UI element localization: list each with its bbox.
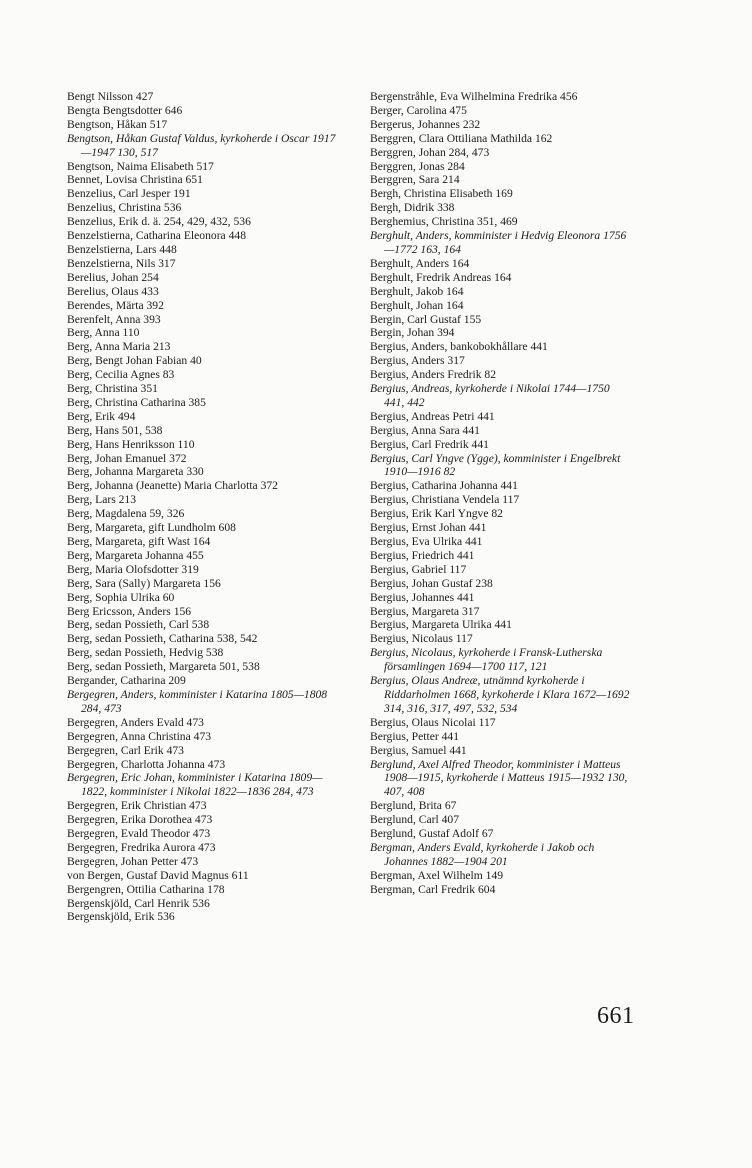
index-entry: von Bergen, Gustaf David Magnus 611: [67, 868, 249, 882]
index-entry: Berggren, Sara 214: [370, 173, 460, 187]
index-entry: Berg, Erik 494: [67, 409, 136, 423]
index-entry: Bengtson, Håkan Gustaf Valdus, kyrkoherde i Oscar 1917—1947 130, 517: [67, 131, 336, 159]
index-entry: Bergius, Andreas, kyrkoherde i Nikolai 1744—1750 441, 442: [370, 382, 610, 409]
index-entry: Berggren, Clara Ottiliana Mathilda 162: [370, 131, 553, 145]
index-entry: Berg, Johanna Margareta 330: [67, 465, 204, 479]
index-entry: Bergman, Axel Wilhelm 149: [370, 868, 504, 882]
index-entry: Berg Ericsson, Anders 156: [67, 604, 192, 618]
index-entry: Bergh, Christina Elisabeth 169: [370, 187, 513, 201]
index-entry: Bergenskjöld, Carl Henrik 536: [67, 896, 210, 910]
index-entry: Bergenstråhle, Eva Wilhelmina Fredrika 456: [370, 90, 578, 103]
index-entry: Berghult, Anders, komminister i Hedvig Eleonora 1756—1772 163, 164: [370, 229, 627, 256]
index-entry: Bergius, Johan Gustaf 238: [370, 576, 493, 590]
index-entry: Bergius, Margareta Ulrika 441: [370, 618, 512, 632]
index-entry: Bennet, Lovisa Christina 651: [67, 173, 203, 187]
index-entry: Bergengren, Ottilia Catharina 178: [67, 882, 225, 896]
index-entry: Bergman, Anders Evald, kyrkoherde i Jakob och Johannes 1882—1904 201: [370, 840, 595, 868]
index-entry: Bergius, Nicolaus 117: [370, 632, 473, 646]
index-entry: Benzelstierna, Nils 317: [67, 256, 176, 270]
index-entry: Berg, Hans Henriksson 110: [67, 437, 195, 451]
index-entry: Bergius, Anders Fredrik 82: [370, 368, 497, 382]
index-entry: Berglund, Gustaf Adolf 67: [370, 827, 494, 841]
index-entry: Bergin, Johan 394: [370, 326, 455, 340]
index-entry: Benzelstierna, Lars 448: [67, 242, 177, 256]
index-entry: Bergius, Eva Ulrika 441: [370, 535, 483, 548]
index-entry: Berg, Christina Catharina 385: [67, 395, 206, 409]
index-entry: Bergegren, Erik Christian 473: [67, 799, 207, 813]
index-entry: Berg, Bengt Johan Fabian 40: [67, 354, 202, 368]
index-entry: Berelius, Olaus 433: [67, 284, 159, 298]
index-entry: Bergegren, Johan Petter 473: [67, 854, 199, 868]
index-entry: Berenfelt, Anna 393: [67, 312, 161, 326]
index-entry: Berggren, Jonas 284: [370, 159, 465, 173]
index-entry: Bergin, Carl Gustaf 155: [370, 312, 482, 326]
index-entry: Bergius, Carl Fredrik 441: [370, 437, 489, 451]
index-entry: Berggren, Johan 284, 473: [370, 145, 490, 159]
index-entry: Berg, Cecilia Agnes 83: [67, 368, 175, 382]
index-entry: Berg, Anna Maria 213: [67, 340, 171, 354]
index-entry: Berg, Johanna (Jeanette) Maria Charlotta 372: [67, 479, 278, 493]
index-entry: Bergius, Nicolaus, kyrkoherde i Fransk-Lutherska församlingen 1694—1700 117, 121: [370, 646, 603, 674]
index-entry: Berghult, Fredrik Andreas 164: [370, 270, 512, 284]
index-entry: Bergegren, Anna Christina 473: [67, 729, 212, 743]
index-entry: Bergius, Catharina Johanna 441: [370, 479, 518, 493]
index-entry: Bergman, Carl Fredrik 604: [370, 882, 496, 896]
index-entry: Berg, sedan Possieth, Hedvig 538: [67, 646, 224, 660]
index-entry: Bergius, Samuel 441: [370, 743, 467, 757]
index-entry: Bergius, Johannes 441: [370, 590, 475, 604]
index-entry: Bergegren, Fredrika Aurora 473: [67, 840, 216, 854]
index-entry: Berglund, Axel Alfred Theodor, komminister i Matteus 1908—1915, kyrkoherde i Matteus 1915—1932 130, 407, 408: [370, 757, 628, 799]
index-entry: Benzelstierna, Catharina Eleonora 448: [67, 229, 246, 243]
index-entry: Bergius, Margareta 317: [370, 604, 480, 618]
index-entry: Berg, Margareta Johanna 455: [67, 548, 204, 562]
index-entry: Bergius, Friedrich 441: [370, 548, 475, 562]
index-entry: Bergius, Carl Yngve (Ygge), komminister i Engelbrekt 1910—1916 82: [370, 451, 621, 479]
index-entry: Bengtson, Naima Elisabeth 517: [67, 159, 214, 173]
index-entry: Berglund, Brita 67: [370, 799, 457, 813]
index-entry: Bergenskjöld, Erik 536: [67, 910, 175, 924]
index-entry: Bergius, Olaus Andreæ, utnämnd kyrkoherde i Riddarholmen 1668, kyrkoherde i Klara 1672—1692 314, 316, 317, 497, 532, 534: [370, 674, 630, 715]
index-entry: Berg, Lars 213: [67, 493, 137, 507]
index-entry: Berg, Johan Emanuel 372: [67, 451, 187, 465]
index-entry: Bergander, Catharina 209: [67, 674, 186, 688]
index-entry: Benzelius, Carl Jesper 191: [67, 187, 191, 201]
index-entry: Bergegren, Charlotta Johanna 473: [67, 757, 226, 771]
index-entry: Berg, Maria Olofsdotter 319: [67, 562, 199, 576]
index-entry: Bergegren, Anders, komminister i Katarina 1805—1808 284, 473: [67, 687, 328, 715]
index-entry: Berg, Sara (Sally) Margareta 156: [67, 576, 221, 590]
index-entry: Berghult, Anders 164: [370, 256, 470, 270]
index-entry: Bergius, Anders, bankobokhållare 441: [370, 340, 548, 354]
index-entry: Benzelius, Erik d. ä. 254, 429, 432, 536: [67, 215, 251, 229]
index-entry: Bergius, Olaus Nicolai 117: [370, 715, 496, 729]
index-entry: Bengtson, Håkan 517: [67, 117, 168, 131]
index-entry: Berg, sedan Possieth, Margareta 501, 538: [67, 660, 260, 674]
index-entry: Berghemius, Christina 351, 469: [370, 215, 518, 229]
index-entry: Bengt Nilsson 427: [67, 90, 154, 103]
index-entry: Berg, Margareta, gift Wast 164: [67, 535, 211, 548]
index-entry: Berghult, Jakob 164: [370, 284, 464, 298]
index-entry: Bergius, Erik Karl Yngve 82: [370, 507, 503, 521]
index-entry: Bergius, Anna Sara 441: [370, 423, 480, 437]
index-entry: Berger, Carolina 475: [370, 103, 467, 117]
index-entry: Berg, sedan Possieth, Carl 538: [67, 618, 210, 632]
index-entry: Bergius, Ernst Johan 441: [370, 521, 487, 535]
index-entry: Bergius, Petter 441: [370, 729, 459, 743]
index-entry: Berg, Magdalena 59, 326: [67, 507, 185, 521]
index-entry: Bergerus, Johannes 232: [370, 117, 481, 131]
index-entry: Berg, sedan Possieth, Catharina 538, 542: [67, 632, 258, 646]
index-entry: Berendes, Märta 392: [67, 298, 164, 312]
index-entry: Berg, Margareta, gift Lundholm 608: [67, 521, 236, 535]
index-entry: Berg, Christina 351: [67, 382, 158, 396]
index-entry: Benzelius, Christina 536: [67, 201, 182, 215]
index-entry: Bergius, Andreas Petri 441: [370, 409, 495, 423]
index-entry: Berglund, Carl 407: [370, 813, 459, 827]
index-entry: Berg, Anna 110: [67, 326, 140, 340]
index-entry: Berelius, Johan 254: [67, 270, 159, 284]
index-column-left: [67, 90, 343, 924]
index-entry: Bengta Bengtsdotter 646: [67, 103, 183, 117]
index-entry: Bergius, Anders 317: [370, 354, 465, 368]
index-entry: Bergh, Didrik 338: [370, 201, 455, 215]
index-entry: Bergius, Christiana Vendela 117: [370, 493, 520, 507]
index-entry: Berg, Hans 501, 538: [67, 423, 163, 437]
index-entry: Bergegren, Carl Erik 473: [67, 743, 184, 757]
index-entry: Berg, Sophia Ulrika 60: [67, 590, 175, 604]
page-number: 661: [597, 1003, 635, 1029]
index-entry: Bergegren, Eric Johan, komminister i Katarina 1809—1822, komminister i Nikolai 1822—1836 284, 473: [67, 771, 323, 799]
index-column-right: [370, 90, 632, 897]
index-entry: Bergegren, Erika Dorothea 473: [67, 813, 213, 827]
index-entry: Bergegren, Evald Theodor 473: [67, 827, 211, 841]
index-entry: Bergegren, Anders Evald 473: [67, 715, 204, 729]
index-entry: Bergius, Gabriel 117: [370, 562, 467, 576]
index-entry: Berghult, Johan 164: [370, 298, 464, 312]
